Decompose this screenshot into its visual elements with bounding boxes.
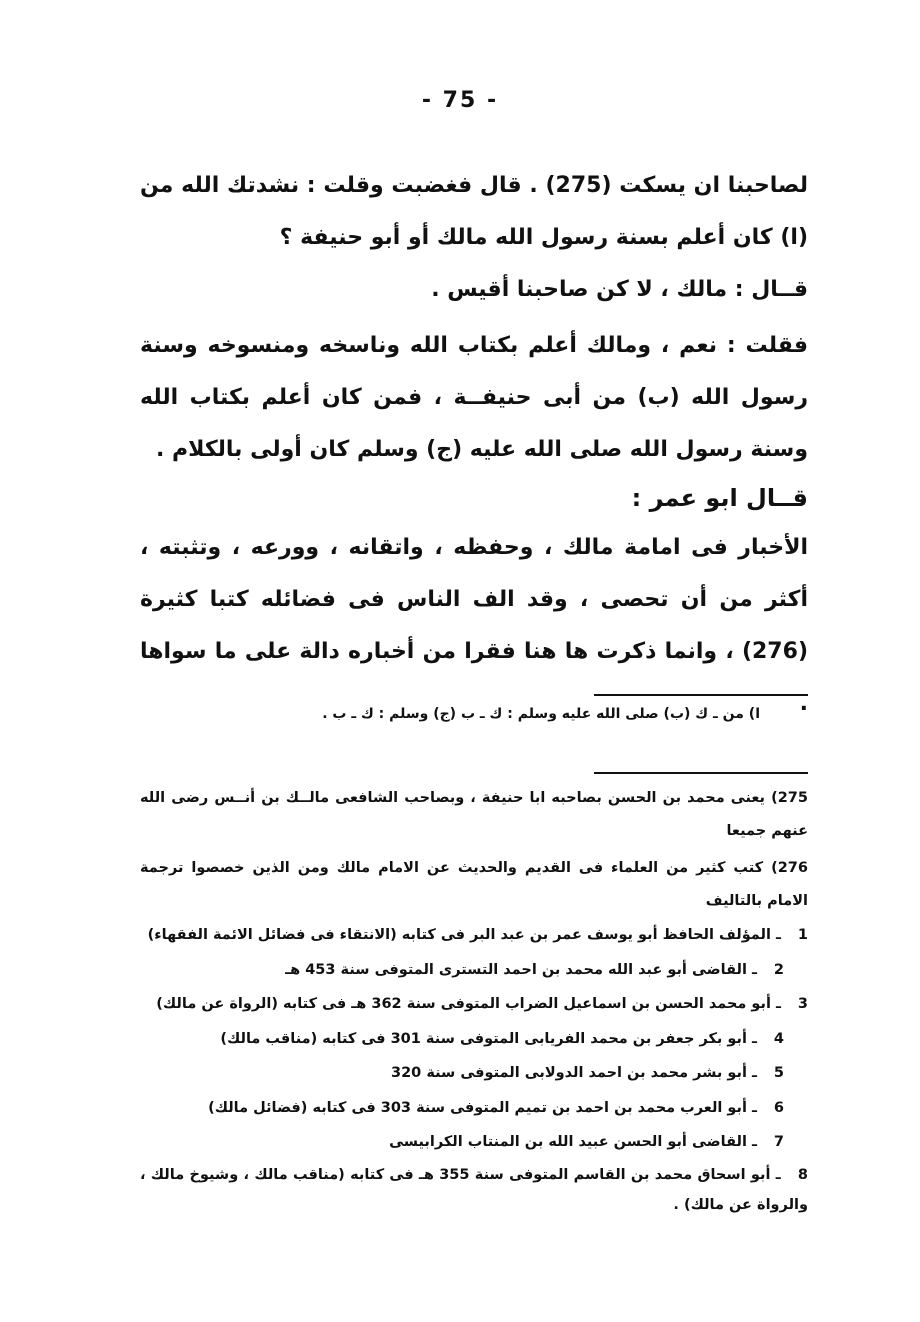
main-text-block-3 bbox=[140, 320, 808, 476]
footnote-divider-1 bbox=[594, 694, 808, 696]
list-item: 7 ـ القاضى أبو الحسن عبيد الله بن المنتاب الكرابيسى bbox=[389, 1134, 784, 1150]
main-text-block-1 bbox=[140, 160, 808, 264]
footnote-276: 276) كتب كثير من العلماء فى القديم والحديث عن الامام مالك ومن الذين خصصوا ترجمة الامام بالتاليف bbox=[140, 860, 808, 909]
list-item: 2 ـ القاضى أبو عبد الله محمد بن احمد التسترى المتوفى سنة 453 هـ bbox=[285, 961, 784, 978]
list-item: 1 ـ المؤلف الحافظ أبو يوسف عمر بن عبد البر فى كتابه (الانتقاء فى فضائل الائمة الفقهاء) bbox=[147, 927, 808, 943]
paragraph-1: لصاحبنا ان يسكت (275) . قال فغضبت وقلت : نشدتك الله من (ا) كان أعلم بسنة رسول الله مالك أو أبو حنيفة ؟ bbox=[140, 173, 808, 250]
variant-readings-note: ا) من ـ ك (ب) صلى الله عليه وسلم : ك ـ ب (ج) وسلم : ك ـ ب . bbox=[322, 706, 760, 722]
paragraph-3: فقلت : نعم ، ومالك أعلم بكتاب الله وناسخه ومنسوخه وسنة رسول الله (ب) من أبى حنيفــة ، فمن كان أعلم بكتاب الله وسنة رسول الله صلى الله عليه (ج) وسلم كان أولى بالكلام . bbox=[140, 333, 808, 462]
author-list bbox=[140, 918, 808, 1220]
footnote-275: 275) يعنى محمد بن الحسن بصاحبه ابا حنيفة ، وبصاحب الشافعى مالــك بن أنــس رضى الله عنهم جميعا bbox=[140, 790, 808, 839]
page-number: - 75 - bbox=[421, 88, 499, 113]
footnote-divider-2 bbox=[594, 772, 808, 774]
footnotes-section bbox=[140, 782, 808, 1220]
paragraph-4: الأخبار فى امامة مالك ، وحفظه ، واتقانه ، وورعه ، وتثبته ، أكثر من أن تحصى ، وقد الف الناس فى فضائله كتبا كثيرة (276) ، وانما ذكرت ها هنا فقرا من أخباره دالة على ما سواها . bbox=[140, 535, 808, 716]
list-item: 4 ـ أبو بكر جعفر بن محمد الفريابى المتوفى سنة 301 فى كتابه (مناقب مالك) bbox=[220, 1030, 784, 1047]
main-text-block-2 bbox=[140, 264, 808, 316]
main-text-block-4 bbox=[140, 522, 808, 730]
list-item: 6 ـ أبو العرب محمد بن احمد بن تميم المتوفى سنة 303 فى كتابه (فضائل مالك) bbox=[208, 1099, 784, 1116]
section-heading: قــال ابو عمر : bbox=[631, 484, 808, 512]
paragraph-2: قــال : مالك ، لا كن صاحبنا أقيس . bbox=[431, 277, 808, 302]
list-item: 8 ـ أبو اسحاق محمد بن القاسم المتوفى سنة 355 هـ فى كتابه (مناقب مالك ، وشيوخ مالك ، والرواة عن مالك) . bbox=[140, 1166, 808, 1213]
list-item: 5 ـ أبو بشر محمد بن احمد الدولابى المتوفى سنة 320 bbox=[391, 1065, 784, 1081]
list-item: 3 ـ أبو محمد الحسن بن اسماعيل الضراب المتوفى سنة 362 هـ فى كتابه (الرواة عن مالك) bbox=[156, 996, 808, 1012]
